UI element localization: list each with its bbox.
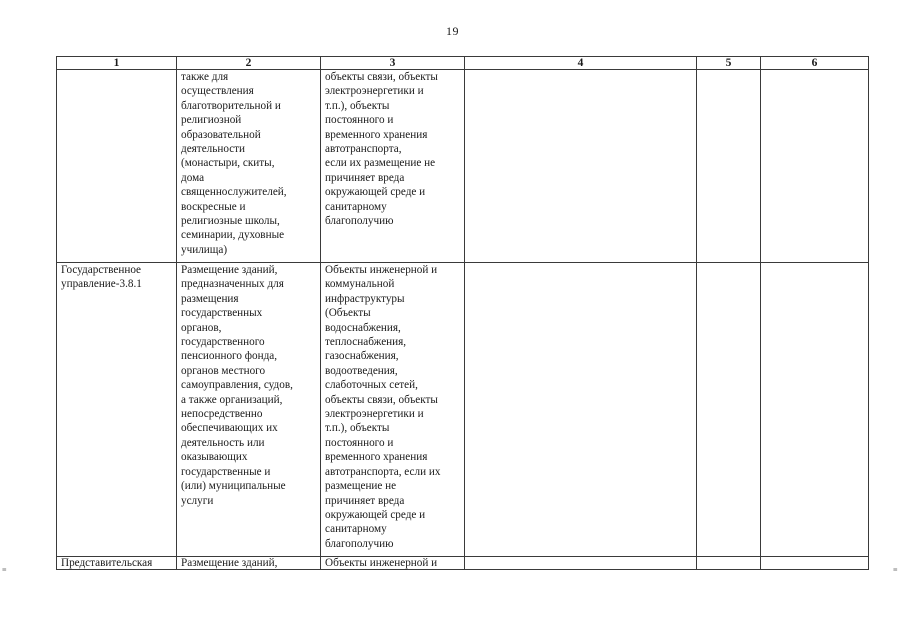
table-header-row xyxy=(57,57,869,70)
table-cell-col5 xyxy=(697,263,761,557)
column-header-2: 2 xyxy=(177,57,321,70)
column-header-4: 4 xyxy=(465,57,697,70)
table-cell-use-type: Государственное управление-3.8.1 xyxy=(57,263,177,557)
column-header-6: 6 xyxy=(761,57,869,70)
table-cell-auxiliary-uses: Объекты инженерной и xyxy=(321,557,465,570)
column-header-3: 3 xyxy=(321,57,465,70)
table-cell-description: Размещение зданий, xyxy=(177,557,321,570)
table-cell-use-type: Представительская xyxy=(57,557,177,570)
table-cell-col4 xyxy=(465,263,697,557)
page-number: 19 xyxy=(446,24,459,38)
table-cell-auxiliary-uses: Объекты инженерной и коммунальной инфраструктуры (Объекты водоснабжения, теплоснабжения, газоснабжения, водоотведения, слаботочных сетей, объекты связи, объекты электроэнергетики и т.п.), объекты постоянного и временного хранения автотранспорта, если их размещение не причиняет вреда окружающей среде и санитарному благополучию xyxy=(321,263,465,557)
table-cell-col5 xyxy=(697,557,761,570)
table-cell-auxiliary-uses: объекты связи, объекты электроэнергетики и т.п.), объекты постоянного и временного хранения автотранспорта, если их размещение не причиняет вреда окружающей среде и санитарному благополучию xyxy=(321,70,465,263)
column-header-1: 1 xyxy=(57,57,177,70)
table-row xyxy=(57,70,869,263)
land-use-table xyxy=(56,56,869,570)
column-header-5: 5 xyxy=(697,57,761,70)
table-cell-description: также для осуществления благотворительной и религиозной образовательной деятельности (монастыри, скиты, дома священнослужителей, воскресные и религиозные школы, семинарии, духовные училища) xyxy=(177,70,321,263)
table-cell-use-type xyxy=(57,70,177,263)
scan-edge-mark-left: ≡ xyxy=(2,565,7,574)
table-row xyxy=(57,557,869,570)
table-cell-col6 xyxy=(761,70,869,263)
table-cell-description: Размещение зданий, предназначенных для размещения государственных органов, государственного пенсионного фонда, органов местного самоуправления, судов, а также организаций, непосредственно обеспечивающих их деятельность или оказывающих государственные и (или) муниципальные услуги xyxy=(177,263,321,557)
table-cell-col4 xyxy=(465,70,697,263)
scan-edge-mark-right: ≡ xyxy=(893,565,898,574)
table-cell-col5 xyxy=(697,70,761,263)
table-cell-col6 xyxy=(761,557,869,570)
table-cell-col4 xyxy=(465,557,697,570)
table-cell-col6 xyxy=(761,263,869,557)
table-row xyxy=(57,263,869,557)
